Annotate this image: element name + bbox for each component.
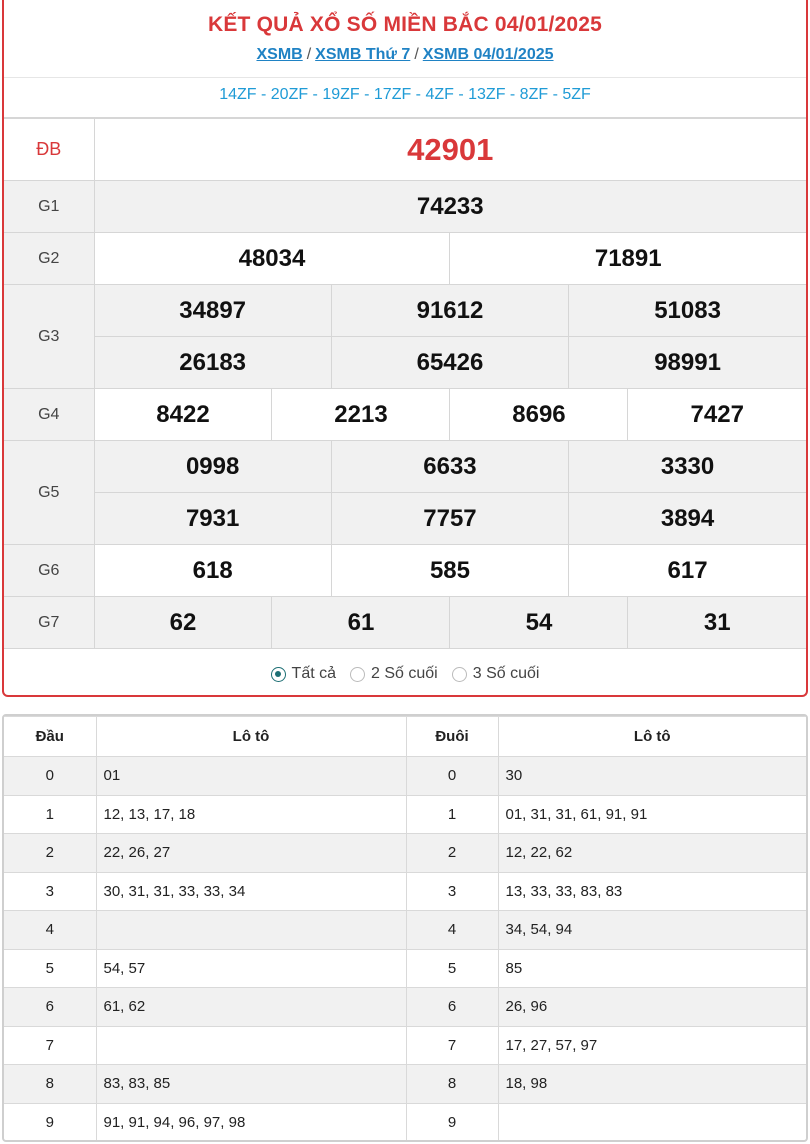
- duoi-loto-cell: 85: [498, 949, 806, 988]
- dau-loto-cell: 61, 62: [96, 988, 406, 1027]
- dau-loto-cell: [96, 1026, 406, 1065]
- duoi-loto-cell: 12, 22, 62: [498, 834, 806, 873]
- prize-value-g6: 618: [94, 545, 331, 597]
- dau-cell: 2: [4, 834, 96, 873]
- duoi-cell: 7: [406, 1026, 498, 1065]
- dau-loto-cell: 12, 13, 17, 18: [96, 795, 406, 834]
- table-row: [4, 757, 806, 796]
- prize-value-g5: 7757: [331, 493, 568, 545]
- prize-label-g1: G1: [4, 181, 94, 233]
- prize-row-g4: [4, 389, 806, 441]
- column-header-duoi: Đuôi: [406, 717, 498, 757]
- filter-option-last-2[interactable]: [350, 665, 438, 683]
- dau-loto-cell: 22, 26, 27: [96, 834, 406, 873]
- prize-row-g2: [4, 233, 806, 285]
- duoi-cell: 8: [406, 1065, 498, 1104]
- duoi-cell: 9: [406, 1103, 498, 1142]
- prize-row-g6: [4, 545, 806, 597]
- digit-filter: [4, 649, 806, 697]
- dau-cell: 6: [4, 988, 96, 1027]
- prize-row-db: [4, 119, 806, 181]
- prize-label-db: ĐB: [4, 119, 94, 181]
- duoi-loto-cell: 26, 96: [498, 988, 806, 1027]
- dau-cell: 1: [4, 795, 96, 834]
- prize-row-g5: [4, 441, 806, 493]
- table-row: [4, 1103, 806, 1142]
- radio-unchecked-icon[interactable]: [350, 667, 365, 682]
- dau-cell: 7: [4, 1026, 96, 1065]
- prize-row-g5: [4, 493, 806, 545]
- prize-value-g3: 51083: [569, 285, 806, 337]
- prize-value-g2: 48034: [94, 233, 450, 285]
- duoi-cell: 5: [406, 949, 498, 988]
- duoi-cell: 4: [406, 911, 498, 950]
- radio-unchecked-icon[interactable]: [452, 667, 467, 682]
- column-header-dau: Đầu: [4, 717, 96, 757]
- prize-value-g5: 3894: [569, 493, 806, 545]
- prize-value-db: 42901: [94, 119, 806, 181]
- prize-value-g5: 0998: [94, 441, 331, 493]
- filter-option-label: Tất cả: [291, 665, 337, 682]
- prize-label-g5: G5: [4, 441, 94, 545]
- prize-value-g7: 62: [94, 597, 272, 649]
- prize-value-g7: 61: [272, 597, 450, 649]
- duoi-loto-cell: 30: [498, 757, 806, 796]
- prize-value-g5: 3330: [569, 441, 806, 493]
- result-card: [2, 0, 808, 697]
- prize-value-g4: 2213: [272, 389, 450, 441]
- loto-card: [2, 714, 808, 1142]
- prize-value-g3: 98991: [569, 337, 806, 389]
- table-row: [4, 949, 806, 988]
- duoi-loto-cell: 34, 54, 94: [498, 911, 806, 950]
- prize-row-g3: [4, 337, 806, 389]
- table-row: [4, 1026, 806, 1065]
- duoi-cell: 1: [406, 795, 498, 834]
- dau-cell: 0: [4, 757, 96, 796]
- dau-cell: 5: [4, 949, 96, 988]
- prize-value-g7: 31: [628, 597, 806, 649]
- loto-header-row: [4, 717, 806, 757]
- filter-option-label: 2 Số cuối: [371, 665, 438, 682]
- breadcrumb-link-xsmb-date[interactable]: XSMB 04/01/2025: [422, 46, 554, 63]
- prize-label-g3: G3: [4, 285, 94, 389]
- column-header-loto: Lô tô: [498, 717, 806, 757]
- prize-value-g2: 71891: [450, 233, 806, 285]
- prize-value-g1: 74233: [94, 181, 806, 233]
- prize-value-g3: 91612: [331, 285, 568, 337]
- prize-value-g3: 26183: [94, 337, 331, 389]
- breadcrumb: [4, 42, 806, 78]
- filter-option-last-3[interactable]: [452, 665, 540, 683]
- prize-value-g4: 7427: [628, 389, 806, 441]
- table-row: [4, 1065, 806, 1104]
- duoi-cell: 0: [406, 757, 498, 796]
- ticket-codes: 14ZF - 20ZF - 19ZF - 17ZF - 4ZF - 13ZF - 8ZF - 5ZF: [219, 86, 591, 103]
- dau-loto-cell: [96, 911, 406, 950]
- table-row: [4, 834, 806, 873]
- duoi-loto-cell: 18, 98: [498, 1065, 806, 1104]
- breadcrumb-separator: /: [306, 46, 312, 63]
- radio-checked-icon[interactable]: [271, 667, 286, 682]
- column-header-loto: Lô tô: [96, 717, 406, 757]
- breadcrumb-link-xsmb-thu-7[interactable]: XSMB Thứ 7: [315, 46, 411, 63]
- prize-value-g3: 65426: [331, 337, 568, 389]
- table-row: [4, 988, 806, 1027]
- prize-row-g3: [4, 285, 806, 337]
- prize-label-g2: G2: [4, 233, 94, 285]
- duoi-cell: 6: [406, 988, 498, 1027]
- duoi-loto-cell: 01, 31, 31, 61, 91, 91: [498, 795, 806, 834]
- prize-value-g5: 7931: [94, 493, 331, 545]
- duoi-cell: 3: [406, 872, 498, 911]
- duoi-cell: 2: [406, 834, 498, 873]
- table-row: [4, 795, 806, 834]
- dau-cell: 4: [4, 911, 96, 950]
- page-title: KẾT QUẢ XỔ SỐ MIỀN BẮC 04/01/2025: [207, 13, 603, 36]
- prize-table: [4, 118, 806, 649]
- filter-option-all[interactable]: [271, 665, 336, 683]
- prize-value-g7: 54: [450, 597, 628, 649]
- prize-value-g6: 617: [569, 545, 806, 597]
- prize-value-g6: 585: [331, 545, 568, 597]
- dau-loto-cell: 54, 57: [96, 949, 406, 988]
- card-header: [4, 0, 806, 118]
- prize-value-g4: 8422: [94, 389, 272, 441]
- table-row: [4, 872, 806, 911]
- dau-loto-cell: 01: [96, 757, 406, 796]
- dau-loto-cell: 91, 91, 94, 96, 97, 98: [96, 1103, 406, 1142]
- dau-cell: 8: [4, 1065, 96, 1104]
- prize-value-g4: 8696: [450, 389, 628, 441]
- duoi-loto-cell: 17, 27, 57, 97: [498, 1026, 806, 1065]
- breadcrumb-separator: /: [414, 46, 419, 63]
- duoi-loto-cell: [498, 1103, 806, 1142]
- duoi-loto-cell: 13, 33, 33, 83, 83: [498, 872, 806, 911]
- dau-loto-cell: 30, 31, 31, 33, 33, 34: [96, 872, 406, 911]
- prize-row-g1: [4, 181, 806, 233]
- breadcrumb-link-xsmb[interactable]: XSMB: [256, 46, 303, 63]
- loto-table: [4, 716, 806, 1142]
- prize-label-g7: G7: [4, 597, 94, 649]
- prize-value-g3: 34897: [94, 285, 331, 337]
- prize-value-g5: 6633: [331, 441, 568, 493]
- prize-label-g6: G6: [4, 545, 94, 597]
- filter-option-label: 3 Số cuối: [472, 665, 540, 682]
- dau-cell: 9: [4, 1103, 96, 1142]
- prize-row-g7: [4, 597, 806, 649]
- table-row: [4, 911, 806, 950]
- dau-cell: 3: [4, 872, 96, 911]
- dau-loto-cell: 83, 83, 85: [96, 1065, 406, 1104]
- prize-label-g4: G4: [4, 389, 94, 441]
